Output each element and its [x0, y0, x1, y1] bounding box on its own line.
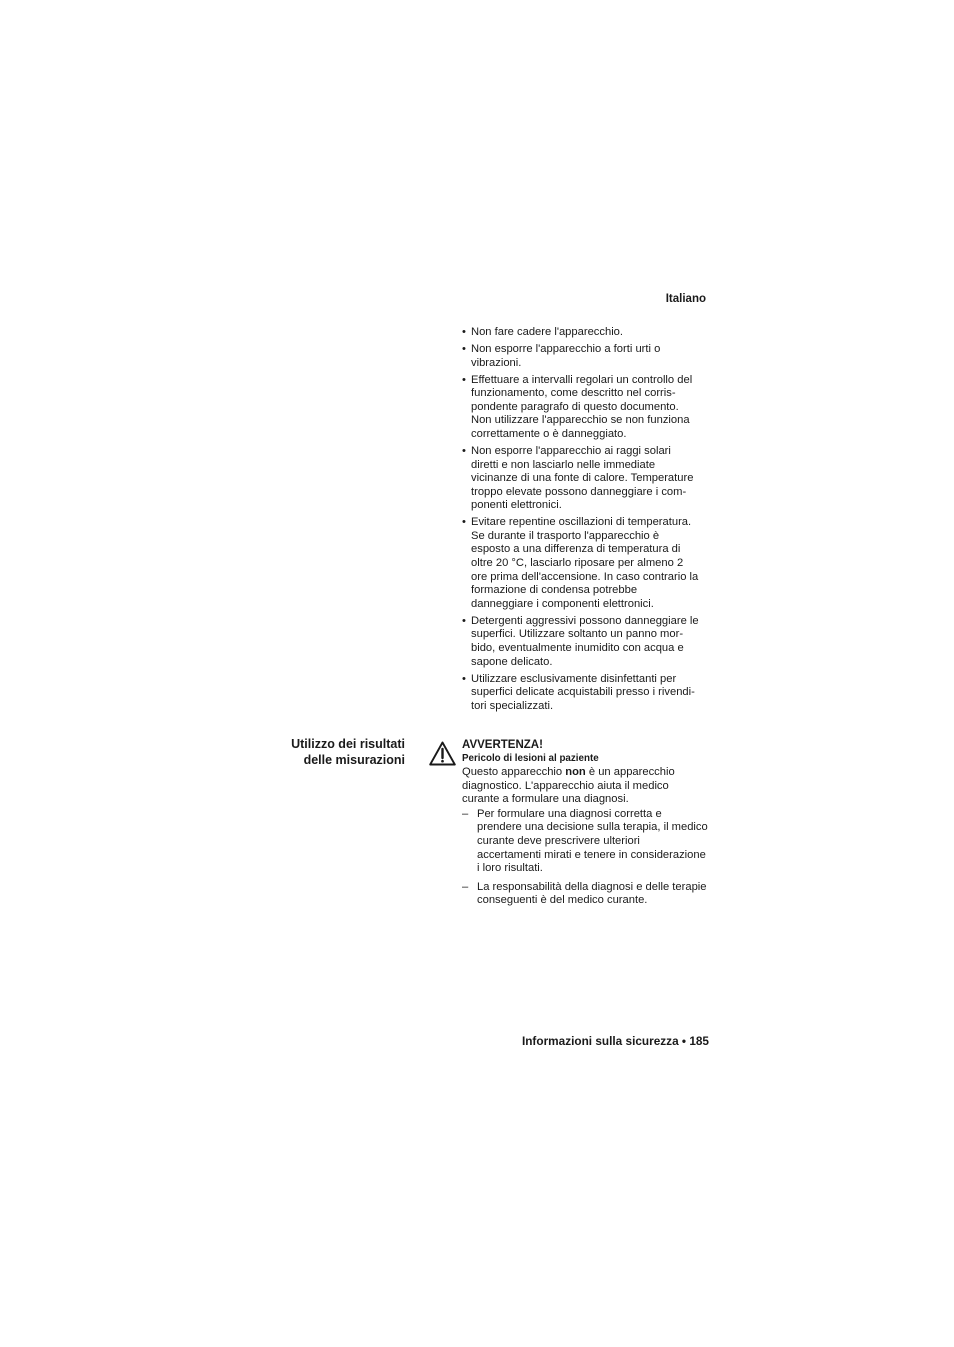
list-item [462, 343, 712, 370]
bullet-text: Non esporre l'apparecchio a forti urti o vibrazioni. [471, 342, 661, 369]
bullet-symbol: • [462, 342, 466, 355]
list-item [462, 881, 714, 908]
dash-symbol: – [462, 807, 469, 820]
dash-item-text: La responsabilità della diagnosi e delle terapie conseguenti è del medico curante. [477, 880, 707, 907]
warning-subtitle: Pericolo di lesioni al paziente [462, 753, 599, 764]
bullet-text: Effettuare a intervalli regolari un controllo del funzionamento, come descritto nel corris- pondente paragrafo di questo documento. Non utilizzare l'apparecchio se non funziona correttamente o è danneggiato. [471, 373, 693, 440]
warning-body-start: Questo apparecchio [462, 766, 566, 778]
page-footer: Informazioni sulla sicurezza • 185 [521, 1034, 709, 1048]
bullet-symbol: • [462, 672, 466, 685]
bullet-symbol: • [462, 373, 466, 386]
dash-symbol: – [462, 880, 469, 893]
bullet-symbol: • [462, 516, 466, 529]
list-item [462, 326, 712, 340]
list-item [462, 808, 714, 876]
warning-body-end: è un apparecchio diagnostico. L'apparecchio aiuta il medico curante a formulare una diagnosi. [462, 766, 675, 806]
bullet-text: Evitare repentine oscillazioni di temperatura. Se durante il trasporto l'apparecchio è esposto a una differenza di temperatura di oltre 20 °C, lasciarlo riposare per almeno 2 ore prima dell'accensione. In caso contrario la formazione di condensa potrebbe danneggiare i componenti elettronici. [471, 516, 699, 610]
bullet-symbol: • [462, 444, 466, 457]
bullet-text: Non esporre l'apparecchio ai raggi solari diretti e non lasciarlo nelle immediate vicinanze di una fonte di calore. Temperature troppo elevate possono danneggiare i com- ponenti elettronici. [471, 444, 694, 512]
warning-dash-list [462, 808, 714, 908]
safety-bullet-list [462, 326, 712, 717]
list-item [462, 516, 712, 611]
list-item [462, 673, 712, 714]
bullet-text: Detergenti aggressivi possono danneggiare le superfici. Utilizzare soltanto un panno mor- bido, eventualmente inumidito con acqua e sapone delicato. [471, 614, 699, 668]
bullet-symbol: • [462, 614, 466, 627]
list-item [462, 445, 712, 513]
warning-title: AVVERTENZA! [462, 739, 543, 751]
warning-body-emphasis: non [565, 766, 586, 778]
dash-item-text: Per formulare una diagnosi corretta e prendere una decisione sulla terapia, il medico curante deve prescrivere ulteriori accertamenti mirati e tenere in considerazione i loro risultati. [477, 807, 708, 875]
bullet-text: Non fare cadere l'apparecchio. [471, 326, 624, 338]
section-heading: Utilizzo dei risultati delle misurazioni [291, 737, 405, 767]
list-item [462, 615, 712, 669]
warning-block [462, 738, 714, 913]
list-item [462, 374, 712, 442]
bullet-text: Utilizzare esclusivamente disinfettanti per superfici delicate acquistabili presso i rivendi- tori specializzati. [471, 672, 695, 712]
language-label: Italiano [665, 293, 706, 305]
warning-body [462, 766, 714, 807]
warning-triangle-icon [429, 741, 456, 766]
bullet-symbol: • [462, 326, 466, 338]
